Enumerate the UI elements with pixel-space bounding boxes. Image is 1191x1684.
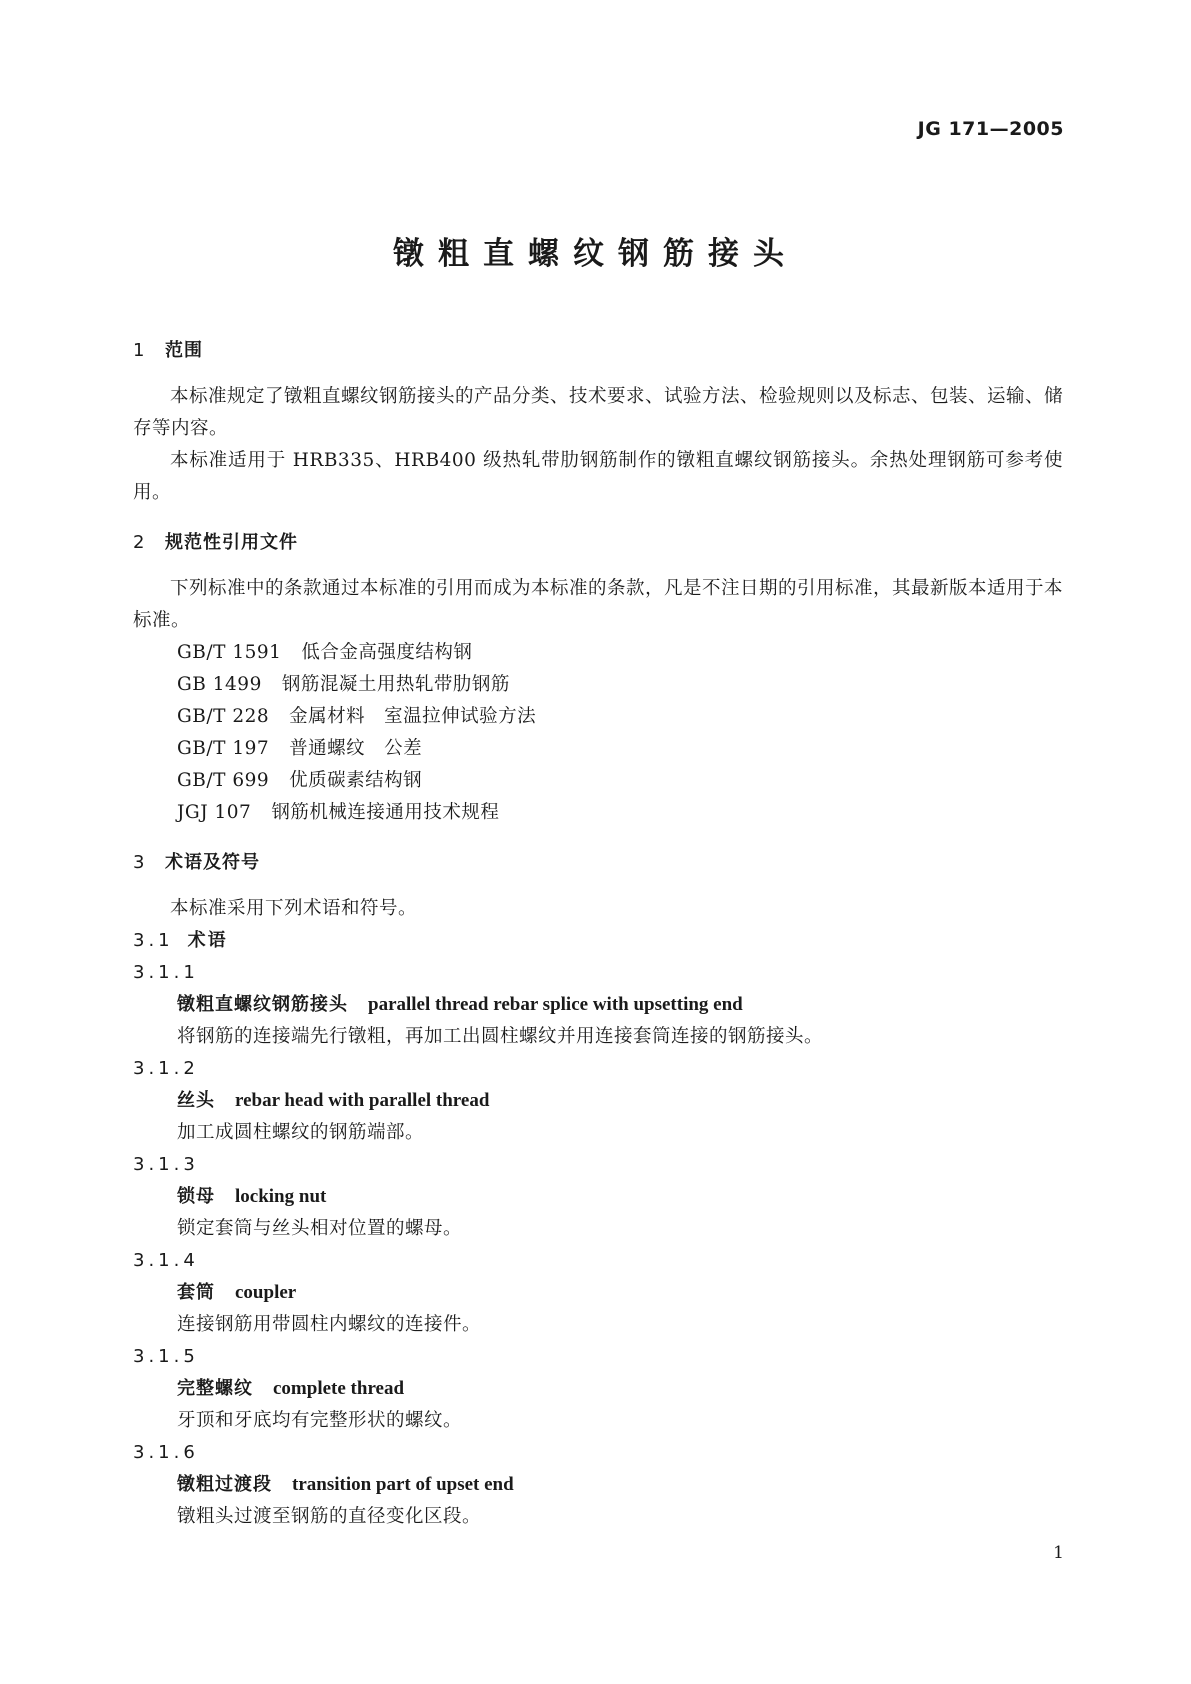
subsection-number: 3.1	[133, 930, 174, 951]
reference-name: 钢筋混凝土用热轧带肋钢筋	[281, 674, 510, 695]
subsection-heading-terms	[133, 925, 1063, 957]
term-zh: 完整螺纹	[177, 1378, 253, 1399]
term-definition: 连接钢筋用带圆柱内螺纹的连接件。	[177, 1314, 482, 1335]
term-en: locking nut	[235, 1186, 327, 1207]
term-zh: 镦粗过渡段	[177, 1474, 272, 1495]
section-number: 2	[133, 532, 146, 553]
paragraph: 本标准采用下列术语和符号。	[170, 898, 418, 919]
term-number: 3.1.3	[133, 1154, 199, 1175]
document-code: JG 171—2005	[917, 118, 1064, 140]
term-entry	[133, 1277, 1063, 1309]
section-title: 范围	[165, 340, 203, 361]
term-entry	[133, 1373, 1063, 1405]
reference-name: 钢筋机械连接通用技术规程	[271, 802, 500, 823]
term-zh: 丝头	[177, 1090, 215, 1111]
term-definition: 锁定套筒与丝头相对位置的螺母。	[177, 1218, 463, 1239]
term-number: 3.1.1	[133, 962, 199, 983]
paragraph: 本标准规定了镦粗直螺纹钢筋接头的产品分类、技术要求、试验方法、检验规则以及标志、包装、运输、储存等内容。	[133, 386, 1064, 439]
reference-name: 金属材料 室温拉伸试验方法	[289, 706, 537, 727]
term-number: 3.1.6	[133, 1442, 199, 1463]
term-number: 3.1.4	[133, 1250, 199, 1271]
reference-item	[133, 637, 1063, 669]
section-heading-normative-references	[133, 527, 1063, 559]
reference-code: GB/T 699	[177, 770, 270, 791]
reference-item	[133, 701, 1063, 733]
section-number: 3	[133, 852, 146, 873]
term-zh: 锁母	[177, 1186, 215, 1207]
term-en: rebar head with parallel thread	[235, 1090, 490, 1111]
term-entry	[133, 989, 1063, 1021]
term-en: transition part of upset end	[292, 1474, 514, 1495]
reference-code: GB 1499	[177, 674, 262, 695]
reference-item	[133, 669, 1063, 701]
section-title: 术语及符号	[165, 852, 260, 873]
section-heading-scope	[133, 335, 1063, 367]
reference-code: JGJ 107	[177, 802, 252, 823]
term-definition: 牙顶和牙底均有完整形状的螺纹。	[177, 1410, 463, 1431]
reference-code: GB/T 197	[177, 738, 270, 759]
paragraph: 本标准适用于 HRB335、HRB400 级热轧带肋钢筋制作的镦粗直螺纹钢筋接头。余热处理钢筋可参考使用。	[133, 450, 1063, 503]
reference-item	[133, 797, 1063, 829]
paragraph: 下列标准中的条款通过本标准的引用而成为本标准的条款，凡是不注日期的引用标准，其最新版本适用于本标准。	[133, 578, 1064, 631]
term-zh: 镦粗直螺纹钢筋接头	[177, 994, 348, 1015]
term-definition: 镦粗头过渡至钢筋的直径变化区段。	[177, 1506, 482, 1527]
document-title: 镦粗直螺纹钢筋接头	[393, 236, 798, 272]
term-number: 3.1.5	[133, 1346, 199, 1367]
term-en: complete thread	[273, 1378, 405, 1399]
reference-item	[133, 733, 1063, 765]
term-entry	[133, 1085, 1063, 1117]
reference-name: 优质碳素结构钢	[289, 770, 423, 791]
term-number: 3.1.2	[133, 1058, 199, 1079]
section-heading-terms-and-symbols	[133, 847, 1063, 879]
term-entry	[133, 1181, 1063, 1213]
section-number: 1	[133, 340, 146, 361]
term-en: coupler	[235, 1282, 297, 1303]
reference-code: GB/T 1591	[177, 642, 282, 663]
term-en: parallel thread rebar splice with upsetting end	[368, 994, 743, 1015]
reference-name: 普通螺纹 公差	[289, 738, 423, 759]
section-title: 规范性引用文件	[165, 532, 298, 553]
reference-code: GB/T 228	[177, 706, 270, 727]
page-number: 1	[1053, 1543, 1064, 1563]
term-zh: 套筒	[177, 1282, 215, 1303]
reference-item	[133, 765, 1063, 797]
term-entry	[133, 1469, 1063, 1501]
subsection-title: 术语	[187, 930, 228, 951]
term-definition: 加工成圆柱螺纹的钢筋端部。	[177, 1122, 425, 1143]
reference-name: 低合金高强度结构钢	[301, 642, 473, 663]
document-body	[133, 335, 1063, 1533]
term-definition: 将钢筋的连接端先行镦粗，再加工出圆柱螺纹并用连接套筒连接的钢筋接头。	[177, 1026, 824, 1047]
